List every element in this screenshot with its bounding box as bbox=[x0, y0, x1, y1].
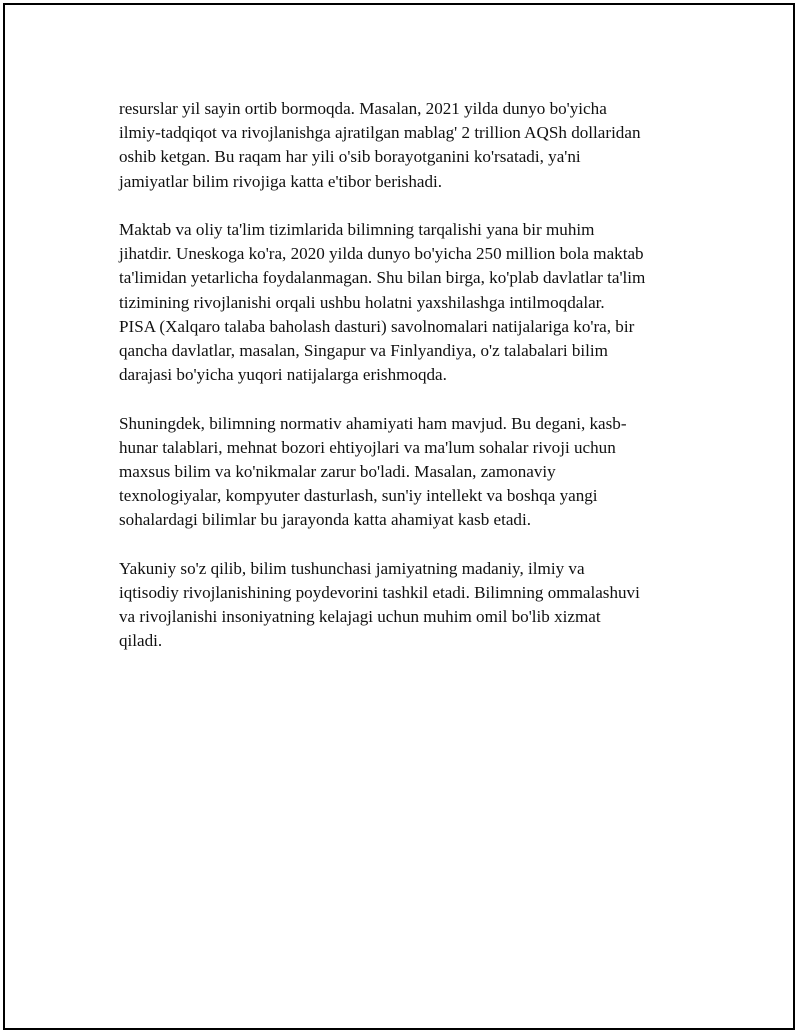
paragraph-research-funding bbox=[119, 97, 699, 194]
text-line: Maktab va oliy ta'lim tizimlarida bilimning tarqalishi yana bir muhim bbox=[119, 220, 595, 239]
text-line: texnologiyalar, kompyuter dasturlash, sun'iy intellekt va boshqa yangi bbox=[119, 486, 598, 506]
text-line: ilmiy-tadqiqot va rivojlanishga ajratilgan mablag' 2 trillion AQSh dollaridan bbox=[119, 123, 641, 143]
text-line: hunar talablari, mehnat bozori ehtiyojlari va ma'lum sohalar rivoji uchun bbox=[119, 437, 616, 457]
text-line: jamiyatlar bilim rivojiga katta e'tibor berishadi. bbox=[119, 171, 443, 191]
text-line: jihatdir. Uneskoga ko'ra, 2020 yilda dunyo bo'yicha 250 million bola maktab bbox=[119, 244, 644, 264]
text-line: darajasi bo'yicha yuqori natijalarga erishmoqda. bbox=[119, 365, 447, 385]
paragraph-education-systems bbox=[119, 218, 699, 387]
text-line: iqtisodiy rivojlanishining poydevorini tashkil etadi. Bilimning ommalashuvi bbox=[119, 583, 640, 603]
page-border bbox=[3, 3, 795, 1030]
text-line: PISA (Xalqaro talaba baholash dasturi) savolnomalari natijalariga ko'ra, bir bbox=[119, 316, 635, 336]
text-line: oshib ketgan. Bu raqam har yili o'sib borayotganini ko'rsatadi, ya'ni bbox=[119, 147, 581, 167]
document-body bbox=[119, 97, 699, 678]
text-line: qiladi. bbox=[119, 631, 163, 651]
text-line: qancha davlatlar, masalan, Singapur va Finlyandiya, o'z talabalari bilim bbox=[119, 341, 608, 361]
text-line: resurslar yil sayin ortib bormoqda. Masalan, 2021 yilda dunyo bo'yicha bbox=[119, 99, 607, 118]
text-line: tizimining rivojlanishi orqali ushbu holatni yaxshilashga intilmoqdalar. bbox=[119, 292, 605, 312]
text-line: va rivojlanishi insoniyatning kelajagi uchun muhim omil bo'lib xizmat bbox=[119, 607, 601, 627]
text-line: sohalardagi bilimlar bu jarayonda katta ahamiyat kasb etadi. bbox=[119, 510, 532, 530]
text-line: ta'limidan yetarlicha foydalanmagan. Shu bilan birga, ko'plab davlatlar ta'lim bbox=[119, 268, 646, 288]
text-line: Shuningdek, bilimning normativ ahamiyati ham mavjud. Bu degani, kasb- bbox=[119, 413, 627, 433]
text-line: Yakuniy so'z qilib, bilim tushunchasi jamiyatning madaniy, ilmiy va bbox=[119, 558, 585, 578]
paragraph-normative-value bbox=[119, 412, 699, 533]
text-line: maxsus bilim va ko'nikmalar zarur bo'ladi. Masalan, zamonaviy bbox=[119, 462, 556, 482]
paragraph-conclusion bbox=[119, 557, 699, 654]
